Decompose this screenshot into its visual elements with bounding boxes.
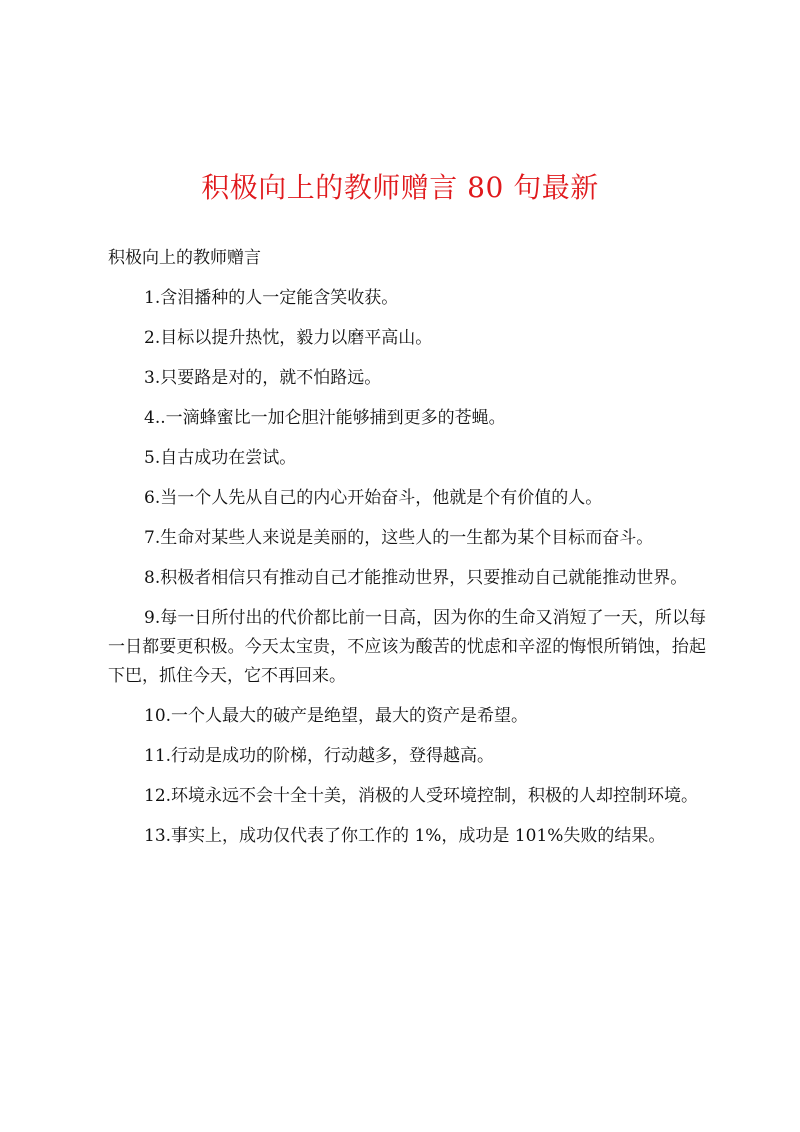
document-title: 积极向上的教师赠言 80 句最新 bbox=[201, 171, 599, 204]
list-item: 4..一滴蜂蜜比一加仑胆汁能够捕到更多的苍蝇。 bbox=[144, 408, 506, 428]
list-item: 10.一个人最大的破产是绝望，最大的资产是希望。 bbox=[144, 706, 529, 726]
list-item: 9.每一日所付出的代价都比前一日高，因为你的生命又消短了一天，所以每一日都要更积极。今天太宝贵，不应该为酸苦的忧虑和辛涩的悔恨所销蚀，抬起下巴，抓住今天，它不再回来。 bbox=[108, 608, 706, 686]
list-item: 1.含泪播种的人一定能含笑收获。 bbox=[144, 288, 399, 308]
list-item: 11.行动是成功的阶梯，行动越多，登得越高。 bbox=[144, 746, 495, 766]
list-item: 8.积极者相信只有推动自己才能推动世界，只要推动自己就能推动世界。 bbox=[144, 568, 688, 588]
list-item: 6.当一个人先从自己的内心开始奋斗，他就是个有价值的人。 bbox=[144, 488, 603, 508]
list-item: 5.自古成功在尝试。 bbox=[144, 448, 297, 468]
list-item: 12.环境永远不会十全十美，消极的人受环境控制，积极的人却控制环境。 bbox=[144, 786, 699, 806]
document-subtitle: 积极向上的教师赠言 bbox=[108, 248, 261, 268]
list-item: 2.目标以提升热忱，毅力以磨平高山。 bbox=[144, 328, 433, 348]
list-item: 7.生命对某些人来说是美丽的，这些人的一生都为某个目标而奋斗。 bbox=[144, 528, 654, 548]
list-item: 3.只要路是对的，就不怕路远。 bbox=[144, 368, 382, 388]
document-body bbox=[108, 244, 706, 862]
list-item: 13.事实上，成功仅代表了你工作的 1%，成功是 101%失败的结果。 bbox=[144, 826, 666, 846]
